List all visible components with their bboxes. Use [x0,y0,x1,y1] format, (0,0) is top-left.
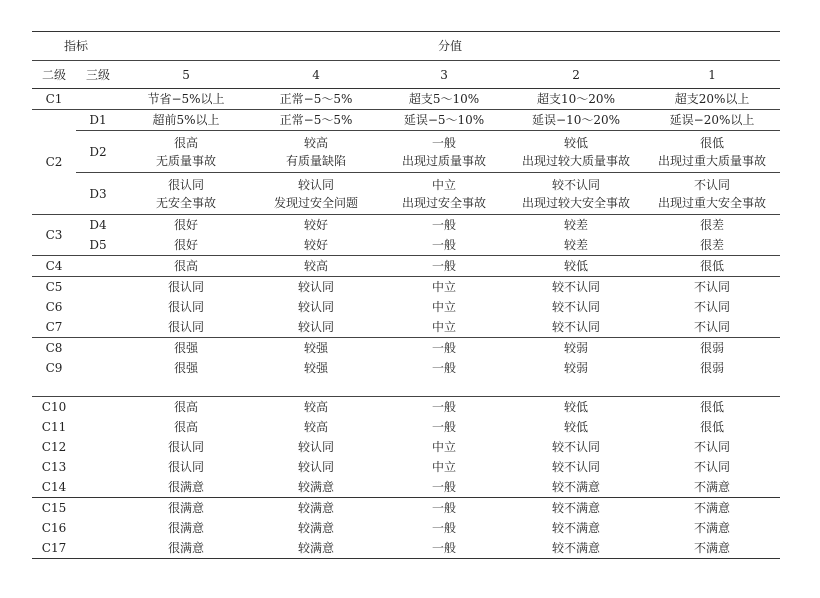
level3-label: D1 [76,110,120,131]
level3-label [76,89,120,110]
cell-line: 出现过较大安全事故 [522,195,631,210]
cell: 很满意 [120,538,252,559]
level2-label: C1 [32,89,76,110]
cell: 很好 [120,215,252,236]
cell-line: 较低 [564,135,589,150]
level3-label: D4 [76,215,120,236]
cell: 超前5%以上 [120,110,252,131]
level3-label: D2 [76,131,120,173]
cell: 较高 [252,256,380,277]
cell: 较弱 [508,338,644,359]
cell-line: 出现过重大安全事故 [658,195,767,210]
cell: 不认同 [644,277,780,298]
cell: 较认同 [298,320,335,334]
cell: 很弱 [644,338,780,359]
cell: 很认同 [168,460,205,474]
cell: 一般 [380,215,508,236]
cell [644,131,780,173]
cell: 较不认同 [508,277,644,298]
table-row [32,110,780,131]
table-row [32,277,780,298]
cell: 一般 [432,521,457,535]
level3-label [76,437,120,457]
level2-label: C3 [32,215,76,256]
cell: 较不满意 [508,498,644,519]
cell: 较认同 [298,300,335,314]
level3-label [76,358,120,378]
cell: 正常−5～5% [252,110,380,131]
table-row [32,457,780,477]
table-row [32,215,780,236]
table-gap [32,378,780,397]
level3-label: D5 [89,238,107,252]
cell: 一般 [432,238,457,252]
cell: 很认同 [120,277,252,298]
cell-line: 出现过质量事故 [402,153,487,168]
level2-label: C5 [32,277,76,298]
level3-label [76,256,120,277]
cell: 不满意 [644,538,780,559]
cell: 中立 [432,320,457,334]
cell: 较满意 [252,538,380,559]
cell-line: 出现过较大质量事故 [522,153,631,168]
level2-label: C7 [45,320,63,334]
header-level3: 三级 [76,61,120,89]
cell: 节省−5%以上 [120,89,252,110]
table-row [32,173,780,215]
level3-label [76,417,120,437]
level2-label: C13 [41,460,67,474]
cell: 很差 [700,238,725,252]
cell: 较强 [252,338,380,359]
cell: 不认同 [694,460,731,474]
table-row [32,89,780,110]
cell: 较满意 [252,498,380,519]
level3-label [76,498,120,519]
table-row [32,235,780,256]
cell: 延误−5～10% [380,110,508,131]
cell-line: 发现过安全问题 [274,195,359,210]
table-row [32,397,780,418]
level3-label [76,538,120,559]
cell: 很满意 [120,498,252,519]
table-row [32,338,780,359]
cell: 较低 [564,420,589,434]
level2-label: C6 [45,300,63,314]
level2-label: C15 [32,498,76,519]
cell: 较差 [508,215,644,236]
cell: 较好 [304,238,329,252]
cell: 很弱 [700,361,725,375]
cell-line: 很低 [700,135,725,150]
cell: 很高 [174,420,199,434]
cell [120,173,252,215]
header-indicator: 指标 [32,32,120,61]
cell: 较不认同 [552,460,601,474]
cell-line: 较高 [304,135,329,150]
cell: 较好 [252,215,380,236]
table-row [32,317,780,338]
cell: 较强 [304,361,329,375]
cell-line: 一般 [432,135,457,150]
cell: 较差 [564,238,589,252]
cell: 中立 [432,440,457,454]
cell: 较认同 [298,460,335,474]
cell: 很低 [644,397,780,418]
level2-label: C11 [41,420,67,434]
cell: 较不满意 [508,538,644,559]
cell: 中立 [380,277,508,298]
level3-label [76,317,120,338]
level2-label: C16 [41,521,67,535]
cell-line: 有质量缺陷 [286,153,347,168]
cell: 一般 [380,397,508,418]
table-row [32,538,780,559]
cell: 较不满意 [552,521,601,535]
table-row [32,498,780,519]
cell: 延误−10～20% [508,110,644,131]
table-row [32,256,780,277]
cell: 较满意 [298,521,335,535]
cell: 一般 [380,338,508,359]
cell: 很强 [174,361,199,375]
cell: 较满意 [298,480,335,494]
table-row [32,417,780,437]
cell: 很差 [644,215,780,236]
table-row [32,477,780,498]
cell: 不满意 [644,498,780,519]
level3-label [76,457,120,477]
level2-label: C9 [45,361,63,375]
cell: 超支5～10% [380,89,508,110]
level2-label: C2 [32,110,76,215]
cell: 较高 [252,397,380,418]
cell-line: 很高 [174,135,199,150]
table-row [32,297,780,317]
cell: 一般 [432,361,457,375]
cell: 很认同 [168,320,205,334]
cell: 很认同 [168,300,205,314]
cell-line: 较认同 [298,177,335,192]
cell: 不认同 [694,300,731,314]
cell: 很满意 [168,480,205,494]
cell: 超支20%以上 [644,89,780,110]
header-score-4: 4 [252,61,380,89]
level2-label: C12 [41,440,67,454]
level3-label [76,397,120,418]
cell: 一般 [432,480,457,494]
cell-line: 很认同 [168,177,205,192]
level3-label [76,297,120,317]
cell-line: 无质量事故 [156,153,217,168]
cell-line: 不认同 [694,177,731,192]
cell [508,173,644,215]
cell [252,131,380,173]
cell: 中立 [432,300,457,314]
cell: 较认同 [298,440,335,454]
cell: 不认同 [694,320,731,334]
table-row [32,131,780,173]
cell: 很认同 [168,440,205,454]
cell: 很好 [174,238,199,252]
cell [120,131,252,173]
gap-cell [32,378,780,397]
cell-line: 无安全事故 [156,195,217,210]
table-row [32,358,780,378]
level2-label: C14 [41,480,67,494]
level2-label: C8 [32,338,76,359]
cell: 正常−5～5% [252,89,380,110]
cell: 中立 [432,460,457,474]
cell-line: 较不认同 [552,177,601,192]
cell: 较低 [508,256,644,277]
level3-label [76,338,120,359]
level3-label [76,277,120,298]
level3-label: D3 [76,173,120,215]
cell: 较高 [304,420,329,434]
cell: 较不认同 [552,300,601,314]
header-score-1: 1 [644,61,780,89]
level3-label [76,477,120,498]
cell: 不认同 [694,440,731,454]
cell: 很高 [120,397,252,418]
cell: 超支10～20% [508,89,644,110]
level2-label: C4 [32,256,76,277]
cell: 较认同 [252,277,380,298]
level2-label: C17 [32,538,76,559]
cell: 一般 [380,498,508,519]
cell: 较不满意 [552,480,601,494]
cell: 延误−20%以上 [644,110,780,131]
header-row-1 [32,32,780,61]
header-row-2 [32,61,780,89]
cell-line: 出现过重大质量事故 [658,153,767,168]
cell [380,131,508,173]
cell: 较不认同 [552,440,601,454]
cell: 很高 [120,256,252,277]
cell: 一般 [432,420,457,434]
cell: 不满意 [694,521,731,535]
cell [644,173,780,215]
cell: 很满意 [168,521,205,535]
indicator-score-table [32,31,780,559]
cell-line: 出现过安全事故 [402,195,487,210]
table-row [32,518,780,538]
cell: 较不认同 [552,320,601,334]
cell: 很低 [644,256,780,277]
cell: 一般 [380,256,508,277]
header-score-2: 2 [508,61,644,89]
level2-label: C10 [32,397,76,418]
cell [508,131,644,173]
cell [380,173,508,215]
header-score-3: 3 [380,61,508,89]
cell: 较低 [508,397,644,418]
level3-label [76,518,120,538]
cell [252,173,380,215]
cell: 不满意 [694,480,731,494]
header-score: 分值 [120,32,780,61]
cell: 很强 [120,338,252,359]
header-level2: 二级 [32,61,76,89]
header-score-5: 5 [120,61,252,89]
cell: 较弱 [564,361,589,375]
cell: 很低 [700,420,725,434]
cell-line: 中立 [432,177,457,192]
table-row [32,437,780,457]
cell: 一般 [380,538,508,559]
